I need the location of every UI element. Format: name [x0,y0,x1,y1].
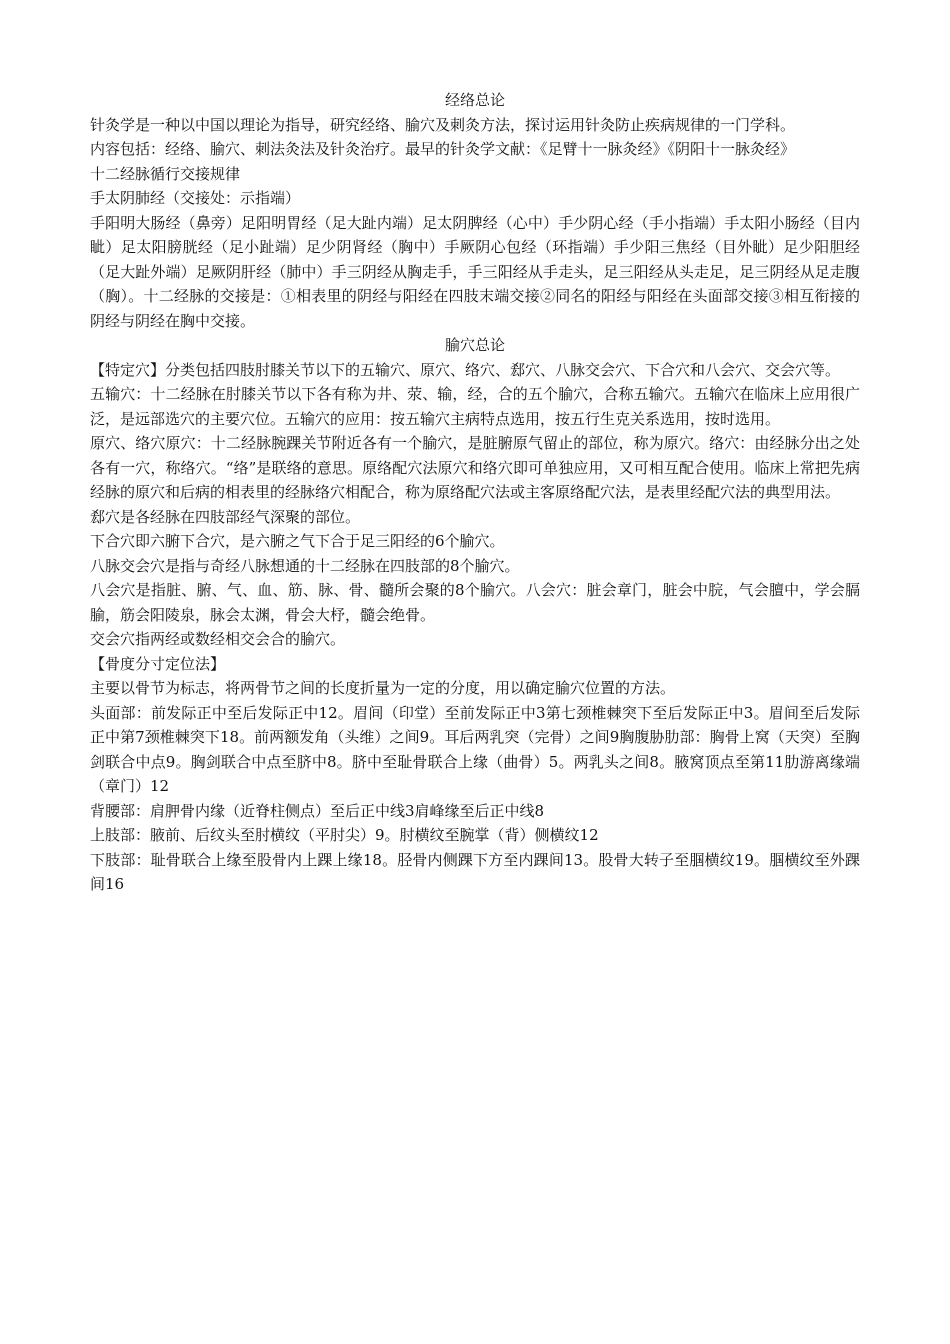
paragraph-eight-confluent-points: 八脉交会穴是指与奇经八脉想通的十二经脉在四肢部的8个腧穴。 [90,556,520,575]
paragraph-xi-points: 郄穴是各经脉在四肢部经气深聚的部位。 [90,507,361,526]
paragraph-crossing-points: 交会穴指两经或数经相交会合的腧穴。 [90,630,346,648]
paragraph-specific-points: 【特定穴】分类包括四肢肘膝关节以下的五输穴、原穴、络穴、郄穴、八脉交会穴、下合穴和八会穴、交会穴等。 [90,360,841,379]
paragraph-meridian-sequence: 手阳明大肠经（鼻旁）足阳明胃经（足大趾内端）足太阴脾经（心中）手少阴心经（手小指端）手太阳小肠经（目内眦）足太阳膀胱经（足小趾端）足少阴肾经（胸中）手厥阴心包经（环指端）手少阳三焦经（目外眦）足少阳胆经（足大趾外端）足厥阴肝经（肺中）手三阴经从胸走手，手三阳经从手走头，足三阳经从头走足，足三阴经从足走腹（胸）。十二经脉的交接是：①相表里的阴经与阳经在四肢末端交接②同名的阳经与阳经在头面部交接③相互衔接的阴经与阴经在胸中交接。 [90,213,860,330]
paragraph-definition: 针灸学是一种以中国以理论为指导，研究经络、腧穴及刺灸方法，探讨运用针灸防止疾病规律的一门学科。 [90,115,796,134]
paragraph-bone-proportional-heading: 【骨度分寸定位法】 [90,654,226,673]
paragraph-contents: 内容包括：经络、腧穴、刺法灸法及针灸治疗。最早的针灸学文献：《足臂十一脉灸经》《阴阳十一脉灸经》 [90,140,796,158]
paragraph-subheading-rules: 十二经脉循行交接规律 [90,164,241,183]
paragraph-five-shu-points: 五输穴：十二经脉在肘膝关节以下各有称为井、荥、输，经，合的五个腧穴，合称五输穴。五输穴在临床上应用很广泛，是远部选穴的主要穴位。五输穴的应用：按五输穴主病特点选用，按五行生克关系选用，按时选用。 [90,385,860,428]
paragraph-lung-meridian: 手太阴肺经（交接处：示指端） [90,189,301,207]
paragraph-eight-influential-points: 八会穴是指脏、腑、气、血、筋、脉、骨、髓所会聚的8个腧穴。八会穴：脏会章门，脏会中脘，气会膻中，学会膈腧，筋会阳陵泉，脉会太渊，骨会大杼，髓会绝骨。 [90,581,860,624]
paragraph-lower-limb: 下肢部：耻骨联合上缘至股骨内上踝上缘18。胫骨内侧踝下方至内踝间13。股骨大转子至腘横纹19。腘横纹至外踝间16 [90,850,860,893]
section-title-meridians: 经络总论 [444,91,505,109]
paragraph-bone-proportional-definition: 主要以骨节为标志，将两骨节之间的长度折量为一定的分度，用以确定腧穴位置的方法。 [90,679,676,697]
section-title-acupoints: 腧穴总论 [444,336,505,354]
paragraph-head-face: 头面部：前发际正中至后发际正中12。眉间（印堂）至前发际正中3第七颈椎棘突下至后发际正中3。眉间至后发际正中第7颈椎棘突下18。前两额发角（头维）之间9。耳后两乳突（完骨）之间9胸腹胁肋部：胸骨上窝（天突）至胸剑联合中点9。胸剑联合中点至脐中8。脐中至耻骨联合上缘（曲骨）5。两乳头之间8。腋窝顶点至第11肋游离缘端（章门）12 [90,703,860,795]
paragraph-yuan-luo-points: 原穴、络穴原穴：十二经脉腕踝关节附近各有一个腧穴，是脏腑原气留止的部位，称为原穴。络穴：由经脉分出之处各有一穴，称络穴。“络”是联络的意思。原络配穴法原穴和络穴即可单独应用，又可相互配合使用。临床上常把先病经脉的原穴和后病的相表里的经脉络穴相配合，称为原络配穴法或主客原络配穴法，是表里经配穴法的典型用法。 [90,434,860,501]
paragraph-back-waist: 背腰部：肩胛骨内缘（近脊柱侧点）至后正中线3肩峰缘至后正中线8 [90,801,545,820]
paragraph-upper-limb: 上肢部：腋前、后纹头至肘横纹（平肘尖）9。肘横纹至腕掌（背）侧横纹12 [90,826,599,844]
paragraph-lower-he-points: 下合穴即六腑下合穴，是六腑之气下合于足三阳经的6个腧穴。 [90,532,505,550]
document-page [90,88,860,897]
